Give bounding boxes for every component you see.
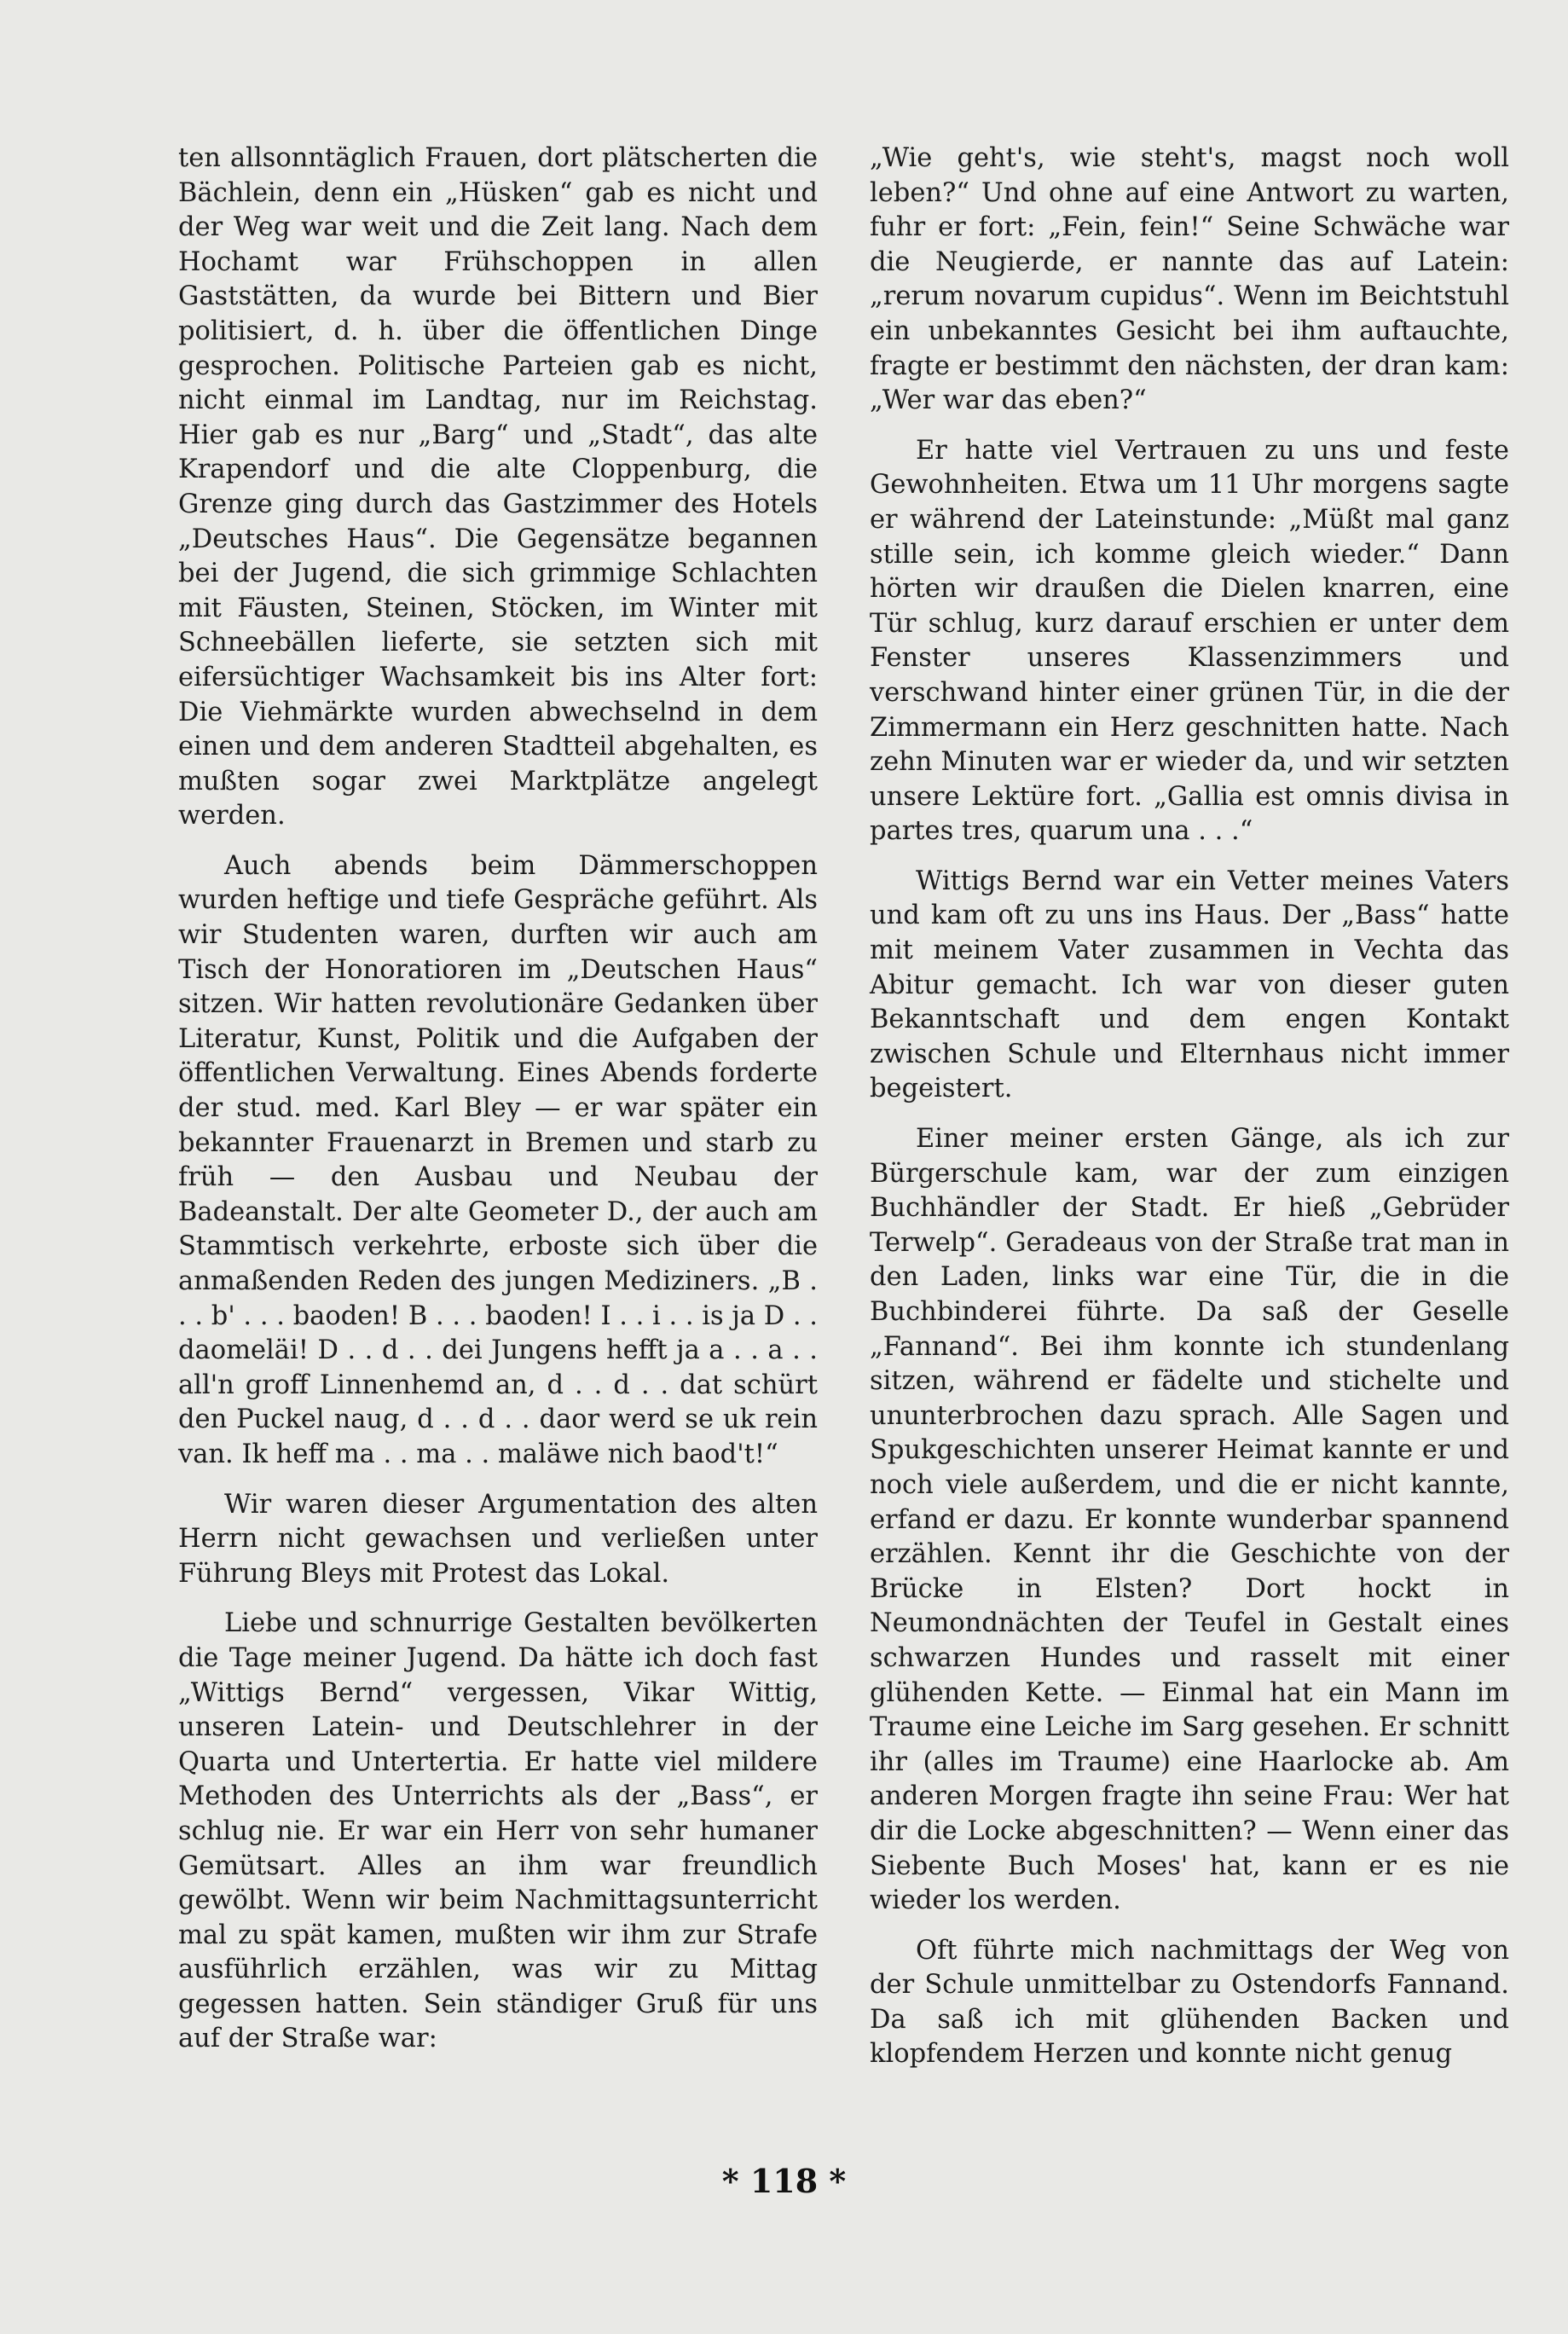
page-number: * 118 * (721, 2162, 847, 2200)
paragraph: Wir waren dieser Argumentation des alten Herrn nicht gewachsen und verließen unter Führung Bleys mit Protest das Lokal. (178, 1489, 818, 1589)
paragraph: ten allsonntäglich Frauen, dort plätscherten die Bächlein, denn ein „Hüsken“ gab es nicht und der Weg war weit und die Zeit lang. Nach dem Hochamt war Frühschoppen in allen Gaststätten, da wurde bei Bittern und Bier politisiert, d. h. über die öffentlichen Dinge gesprochen. Politische Parteien gab es nicht, nicht einmal im Landtag, nur im Reichstag. Hier gab es nur „Barg“ und „Stadt“, das alte Krapendorf und die alte Cloppenburg, die Grenze ging durch das Gastzimmer des Hotels „Deutsches Haus“. Die Gegensätze begannen bei der Jugend, die sich grimmige Schlachten mit Fäusten, Steinen, Stöcken, im Winter mit Schneebällen lieferte, sie setzten sich mit eifersüchtiger Wachsamkeit bis ins Alter fort: Die Viehmärkte wurden abwechselnd in dem einen und dem anderen Stadtteil abgehalten, es mußten sogar zwei Marktplätze angelegt werden. (178, 143, 818, 831)
paragraph: Oft führte mich nachmittags der Weg von der Schule unmittelbar zu Ostendorfs Fannand. Da saß ich mit glühenden Backen und klopfendem Herzen und konnte nicht genug (870, 1935, 1509, 2070)
right-column (870, 142, 1509, 2072)
paragraph: „Wie geht's, wie steht's, magst noch woll leben?“ Und ohne auf eine Antwort zu warten, fuhr er fort: „Fein, fein!“ Seine Schwäche war die Neugierde, er nannte das auf Latein: „rerum novarum cupidus“. Wenn im Beichtstuhl ein unbekanntes Gesicht bei ihm auftauchte, fragte er bestimmt den nächsten, der dran kam: „Wer war das eben?“ (870, 143, 1509, 416)
paragraph: Auch abends beim Dämmerschoppen wurden heftige und tiefe Gespräche geführt. Als wir Studenten waren, durften wir auch am Tisch der Honoratioren im „Deutschen Haus“ sitzen. Wir hatten revolutionäre Gedanken über Literatur, Kunst, Politik und die Aufgaben der öffentlichen Verwaltung. Eines Abends forderte der stud. med. Karl Bley — er war später ein bekannter Frauenarzt in Bremen und starb zu früh — den Ausbau und Neubau der Badeanstalt. Der alte Geometer D., der auch am Stammtisch verkehrte, erboste sich über die anmaßenden Reden des jungen Mediziners. „B . . . b' . . . baoden! B . . . baoden! I . . i . . is ja D . . daomeläi! D . . d . . dei Jungens hefft ja a . . a . . all'n groff Linnenhemd an, d . . d . . dat schürt den Puckel naug, d . . d . . daor werd se uk rein van. Ik heff ma . . ma . . maläwe nich baod't!“ (178, 850, 818, 1469)
paragraph: Liebe und schnurrige Gestalten bevölkerten die Tage meiner Jugend. Da hätte ich doch fast „Wittigs Bernd“ vergessen, Vikar Wittig, unseren Latein- und Deutschlehrer in der Quarta und Untertertia. Er hatte viel mildere Methoden des Unterrichts als der „Bass“, er schlug nie. Er war ein Herr von sehr humaner Gemütsart. Alles an ihm war freundlich gewölbt. Wenn wir beim Nachmittagsunterricht mal zu spät kamen, mußten wir ihm zur Strafe ausführlich erzählen, was wir zu Mittag gegessen hatten. Sein ständiger Gruß für uns auf der Straße war: (178, 1608, 818, 2054)
paragraph: Wittigs Bernd war ein Vetter meines Vaters und kam oft zu uns ins Haus. Der „Bass“ hatte mit meinem Vater zusammen in Vechta das Abitur gemacht. Ich war von dieser guten Bekanntschaft und dem engen Kontakt zwischen Schule und Elternhaus nicht immer begeistert. (870, 866, 1509, 1104)
left-column (178, 142, 818, 2057)
paragraph: Einer meiner ersten Gänge, als ich zur Bürgerschule kam, war der zum einzigen Buchhändler der Stadt. Er hieß „Gebrüder Terwelp“. Geradeaus von der Straße trat man in den Laden, links war eine Tür, die in die Buchbinderei führte. Da saß der Geselle „Fannand“. Bei ihm konnte ich stundenlang sitzen, während er fädelte und stichelte und ununterbrochen dazu sprach. Alle Sagen und Spukgeschichten unserer Heimat kannte er und noch viele außerdem, und die er nicht kannte, erfand er dazu. Er konnte wunderbar spannend erzählen. Kennt ihr die Geschichte von der Brücke in Elsten? Dort hockt in Neumondnächten der Teufel in Gestalt eines schwarzen Hundes und rasselt mit einer glühenden Kette. — Einmal hat ein Mann im Traume eine Leiche im Sarg gesehen. Er schnitt ihr (alles im Traume) eine Haarlocke ab. Am anderen Morgen fragte ihn seine Frau: Wer hat dir die Locke abgeschnitten? — Wenn einer das Siebente Buch Moses' hat, kann er es nie wieder los werden. (870, 1124, 1509, 1916)
paragraph: Er hatte viel Vertrauen zu uns und feste Gewohnheiten. Etwa um 11 Uhr morgens sagte er während der Lateinstunde: „Müßt mal ganz stille sein, ich komme gleich wieder.“ Dann hörten wir draußen die Dielen knarren, eine Tür schlug, kurz darauf erschien er unter dem Fenster unseres Klassenzimmers und verschwand hinter einer grünen Tür, in die der Zimmermann ein Herz geschnitten hatte. Nach zehn Minuten war er wieder da, und wir setzten unsere Lektüre fort. „Gallia est omnis divisa in partes tres, quarum una . . .“ (870, 435, 1509, 847)
